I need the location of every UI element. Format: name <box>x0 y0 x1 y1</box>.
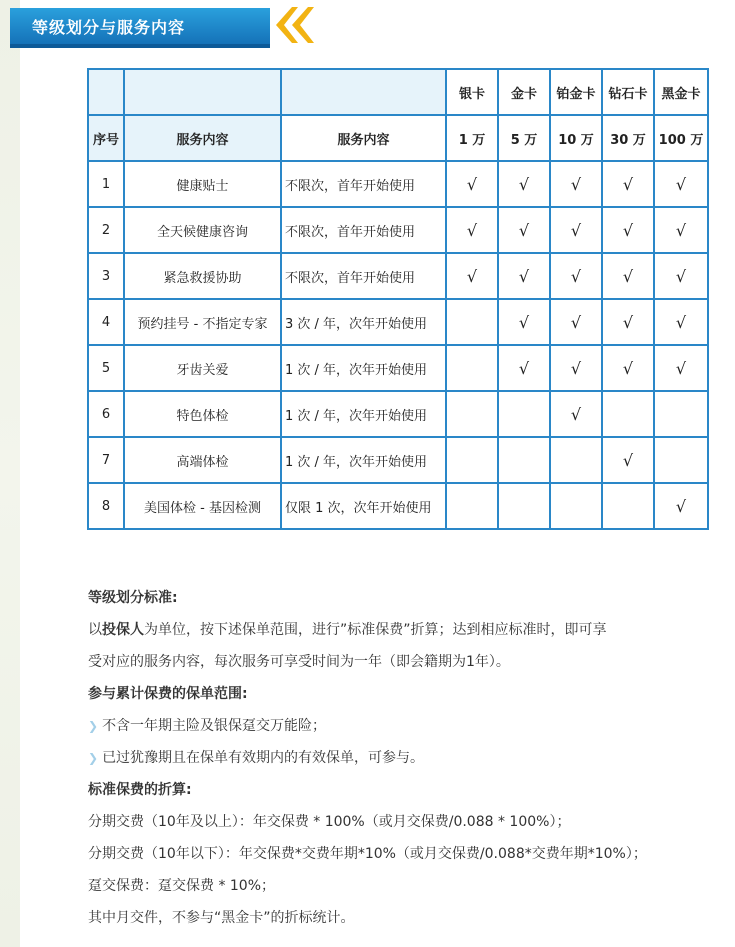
check-mark: √ <box>654 345 708 391</box>
notes-heading-scope: 参与累计保费的保单范围: <box>88 686 248 702</box>
row-service: 健康贴士 <box>124 161 281 207</box>
row-seq: 6 <box>88 391 124 437</box>
check-mark: √ <box>550 253 602 299</box>
check-mark <box>602 391 654 437</box>
text: 为单位，按下述保单范围，进行”标准保费”折算；达到相应标准时，即可享 <box>144 622 607 638</box>
row-service: 全天候健康咨询 <box>124 207 281 253</box>
check-mark: √ <box>602 253 654 299</box>
text: 以 <box>88 622 102 638</box>
check-mark: √ <box>550 207 602 253</box>
section-title: 等级划分与服务内容 <box>32 18 186 37</box>
table-row <box>88 391 708 437</box>
tier-amount: 1 万 <box>446 115 498 161</box>
tier-amount: 10 万 <box>550 115 602 161</box>
blank-cell <box>281 69 446 115</box>
table-row <box>88 299 708 345</box>
table-row <box>88 161 708 207</box>
check-mark: √ <box>446 253 498 299</box>
row-usage: 仅限 1 次，次年开始使用 <box>281 483 446 529</box>
check-mark: √ <box>498 161 550 207</box>
check-mark: √ <box>446 161 498 207</box>
check-mark: √ <box>602 345 654 391</box>
check-mark <box>654 437 708 483</box>
check-mark: √ <box>498 345 550 391</box>
notes-paragraph: 受对应的服务内容，每次服务可享受时间为一年（即会籍期为1年）。 <box>88 654 510 670</box>
row-seq: 1 <box>88 161 124 207</box>
section-header <box>10 8 270 44</box>
tier-amount: 5 万 <box>498 115 550 161</box>
check-mark: √ <box>654 253 708 299</box>
seq-header: 序号 <box>88 115 124 161</box>
row-service: 牙齿关爱 <box>124 345 281 391</box>
row-seq: 3 <box>88 253 124 299</box>
check-mark: √ <box>602 299 654 345</box>
chevron-right-icon: ❯ <box>88 719 99 733</box>
row-usage: 不限次，首年开始使用 <box>281 161 446 207</box>
table-row <box>88 207 708 253</box>
row-usage: 3 次 / 年，次年开始使用 <box>281 299 446 345</box>
check-mark: √ <box>550 345 602 391</box>
tier-platinum: 铂金卡 <box>550 69 602 115</box>
row-service: 预约挂号 - 不指定专家 <box>124 299 281 345</box>
formula-line: 趸交保费：趸交保费 * 10%； <box>88 878 276 894</box>
check-mark <box>446 345 498 391</box>
check-mark: √ <box>602 161 654 207</box>
notes-heading-standard: 等级划分标准: <box>88 590 178 606</box>
check-mark: √ <box>498 207 550 253</box>
tier-black-gold: 黑金卡 <box>654 69 708 115</box>
tier-gold: 金卡 <box>498 69 550 115</box>
row-seq: 2 <box>88 207 124 253</box>
check-mark <box>498 391 550 437</box>
tier-amount: 100 万 <box>654 115 708 161</box>
double-chevron-left-icon <box>268 4 318 46</box>
table-row <box>88 345 708 391</box>
emphasis-text: 投保人 <box>102 622 144 638</box>
row-seq: 5 <box>88 345 124 391</box>
check-mark <box>446 299 498 345</box>
check-mark: √ <box>654 161 708 207</box>
header-underline <box>10 44 270 48</box>
check-mark <box>654 391 708 437</box>
row-usage: 1 次 / 年，次年开始使用 <box>281 345 446 391</box>
check-mark: √ <box>550 161 602 207</box>
decorative-side-band <box>0 0 20 947</box>
blank-cell <box>124 69 281 115</box>
formula-line: 分期交费（10年及以上）：年交保费 * 100%（或月交保费/0.088 * 100%）； <box>88 814 571 830</box>
formula-line: 分期交费（10年以下）：年交保费*交费年期*10%（或月交保费/0.088*交费年期*10%）； <box>88 846 647 862</box>
check-mark: √ <box>602 437 654 483</box>
check-mark <box>446 483 498 529</box>
tier-amount: 30 万 <box>602 115 654 161</box>
notes-heading-conversion: 标准保费的折算: <box>88 782 192 798</box>
tier-name-row <box>88 69 708 115</box>
row-service: 特色体检 <box>124 391 281 437</box>
row-seq: 4 <box>88 299 124 345</box>
check-mark <box>498 483 550 529</box>
row-seq: 7 <box>88 437 124 483</box>
row-usage: 1 次 / 年，次年开始使用 <box>281 437 446 483</box>
bullet-text: 不含一年期主险及银保趸交万能险； <box>102 718 327 734</box>
service-header: 服务内容 <box>124 115 281 161</box>
row-seq: 8 <box>88 483 124 529</box>
usage-header: 服务内容 <box>281 115 446 161</box>
check-mark: √ <box>446 207 498 253</box>
row-service: 美国体检 - 基因检测 <box>124 483 281 529</box>
row-usage: 1 次 / 年，次年开始使用 <box>281 391 446 437</box>
check-mark: √ <box>550 299 602 345</box>
check-mark: √ <box>654 207 708 253</box>
table-row <box>88 483 708 529</box>
check-mark <box>498 437 550 483</box>
notes-paragraph <box>88 620 607 640</box>
check-mark <box>602 483 654 529</box>
service-tier-table <box>87 68 709 530</box>
row-service: 紧急救援协助 <box>124 253 281 299</box>
bullet-item <box>88 716 326 736</box>
check-mark <box>550 437 602 483</box>
row-usage: 不限次，首年开始使用 <box>281 207 446 253</box>
check-mark: √ <box>498 299 550 345</box>
bullet-text: 已过犹豫期且在保单有效期内的有效保单，可参与。 <box>102 750 425 766</box>
check-mark: √ <box>654 483 708 529</box>
check-mark: √ <box>602 207 654 253</box>
check-mark: √ <box>550 391 602 437</box>
bullet-item <box>88 748 424 768</box>
formula-line: 其中月交件，不参与“黑金卡”的折标统计。 <box>88 910 355 926</box>
blank-cell <box>88 69 124 115</box>
tier-diamond: 钻石卡 <box>602 69 654 115</box>
check-mark <box>446 391 498 437</box>
row-usage: 不限次，首年开始使用 <box>281 253 446 299</box>
check-mark: √ <box>654 299 708 345</box>
table-row <box>88 253 708 299</box>
table-row <box>88 437 708 483</box>
check-mark: √ <box>498 253 550 299</box>
check-mark <box>550 483 602 529</box>
column-header-row <box>88 115 708 161</box>
tier-silver: 银卡 <box>446 69 498 115</box>
check-mark <box>446 437 498 483</box>
row-service: 高端体检 <box>124 437 281 483</box>
chevron-right-icon: ❯ <box>88 751 99 765</box>
